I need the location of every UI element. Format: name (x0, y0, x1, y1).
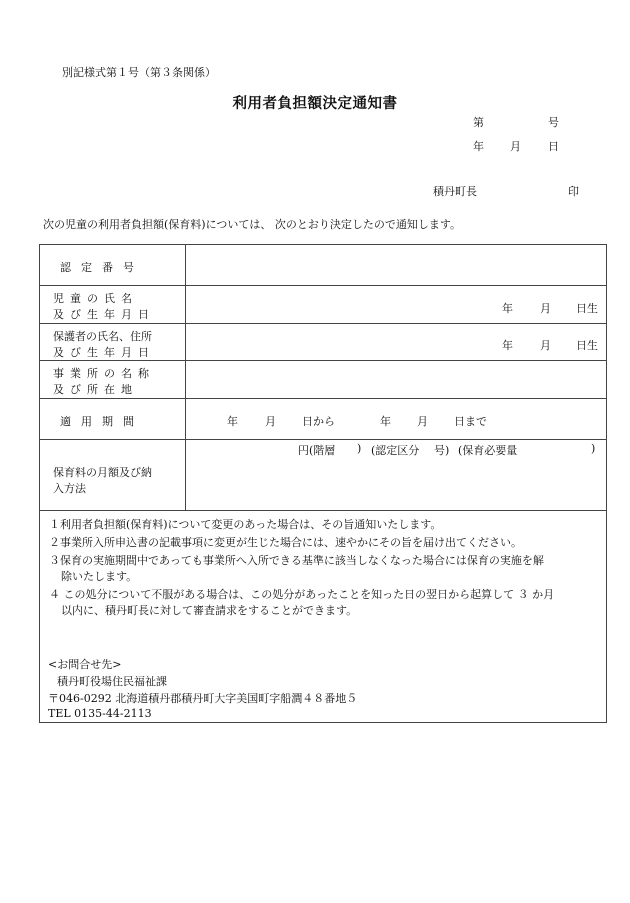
intro-text: 次の児童の利用者負担額(保育料)については、 次のとおり決定したので通知します。 (43, 218, 461, 231)
guardian-birth-month: 月 (540, 339, 551, 352)
label-cell (40, 399, 186, 439)
child-label-line1: 児童の氏名 (53, 292, 138, 305)
guardian-label-line2: 及び生年月日 (53, 346, 155, 359)
child-birth-month: 月 (540, 302, 551, 315)
office-label-line1: 事業所の名称 (53, 367, 155, 380)
period-to-day: 日まで (454, 415, 487, 428)
number-prefix: 第 (473, 116, 484, 129)
guardian-birth-year: 年 (502, 339, 513, 352)
fee-label-line1: 保育料の月額及び納 (53, 466, 152, 479)
note-3-line1: ３保育の実施期間中であっても事業所へ入所できる基準に該当しなくなった場合には保育の実施を解 (49, 554, 544, 567)
label-cell (40, 361, 186, 398)
note-1: １利用者負担額(保育料)について変更のあった場合は、その旨通知いたします。 (49, 518, 442, 531)
label-cell (40, 324, 186, 360)
fee-label-line2: 入方法 (53, 482, 86, 495)
note-2: ２事業所入所申込書の記載事項に変更が生じた場合には、速やかにその旨を届け出てください。 (49, 536, 522, 549)
contact-department: 積丹町役場住民福祉課 (57, 675, 167, 688)
label-cell (40, 245, 186, 285)
row-fee (40, 440, 606, 510)
document-title: 利用者負担額決定通知書 (232, 95, 398, 112)
date-day-label: 日 (548, 140, 559, 153)
fee-yen-tier: 円(階層 (298, 444, 336, 457)
period-to-year: 年 (380, 415, 391, 428)
issuer-name: 積丹町長 (433, 185, 477, 198)
period-label: 適用期間 (60, 415, 144, 428)
fee-category-go: 号) (434, 444, 450, 457)
fee-tier-close: ) (357, 442, 362, 455)
row-cert-number (40, 245, 606, 286)
note-3-line2: 除いたします。 (61, 570, 138, 583)
guardian-birth-day: 日生 (576, 339, 598, 352)
label-cell (40, 440, 186, 510)
form-reference: 別記様式第１号（第３条関係） (62, 66, 216, 79)
fee-need-close: ) (591, 442, 596, 455)
decision-table (39, 244, 607, 511)
date-year-label: 年 (473, 140, 484, 153)
fee-need: (保育必要量 (458, 444, 518, 457)
note-4-line2: 以内に、積丹町長に対して審査請求をすることができます。 (61, 604, 358, 617)
child-birth-year: 年 (502, 302, 513, 315)
seal-mark: 印 (568, 185, 579, 198)
guardian-label-line1: 保護者の氏名、住所 (53, 330, 152, 343)
row-office (40, 361, 606, 399)
period-from-day: 日から (302, 415, 335, 428)
number-suffix: 号 (548, 116, 559, 129)
period-from-year: 年 (227, 415, 238, 428)
row-child (40, 286, 606, 324)
row-period (40, 399, 606, 440)
office-label-line2: 及び所在地 (53, 383, 138, 396)
date-month-label: 月 (510, 140, 521, 153)
note-4-line1: ４ この処分について不服がある場合は、この処分があったことを知った日の翌日から起算して ３ か月 (49, 588, 555, 601)
contact-address: 〒046-0292 北海道積丹郡積丹町大字美国町字船澗４８番地５ (48, 692, 358, 705)
period-from-month: 月 (265, 415, 276, 428)
label-cell (40, 286, 186, 323)
cert-number-label: 認定番号 (60, 261, 144, 274)
child-birth-day: 日生 (576, 302, 598, 315)
child-label-line2: 及び生年月日 (53, 308, 155, 321)
contact-tel: TEL 0135-44-2113 (48, 707, 152, 720)
notes-box (39, 510, 607, 723)
contact-heading: <お問合せ先> (48, 658, 122, 671)
row-guardian (40, 324, 606, 361)
fee-category: (認定区分 (371, 444, 420, 457)
period-to-month: 月 (417, 415, 428, 428)
